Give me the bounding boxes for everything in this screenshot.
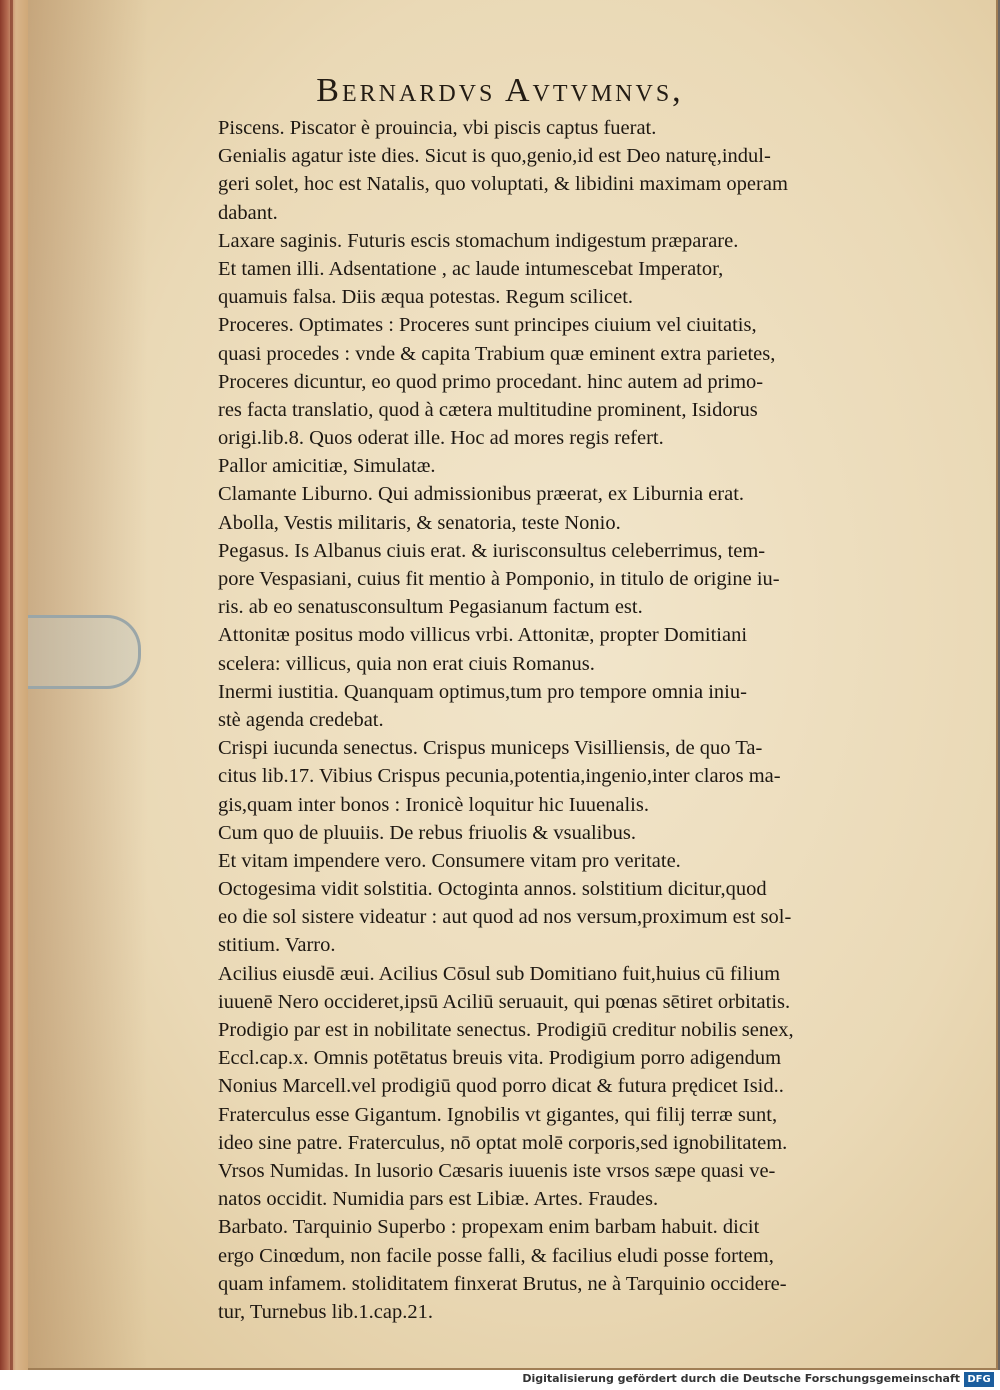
- text-line: ideo sine patre. Fraterculus, nō optat molē corporis,sed ignobilitatem.: [218, 1131, 788, 1154]
- text-line: Piscens. Piscator è prouincia, vbi piscis captus fuerat.: [218, 117, 657, 139]
- text-line: geri solet, hoc est Natalis, quo voluptati, & libidini maximam operam: [218, 173, 788, 196]
- text-line: Laxare saginis. Futuris escis stomachum indigestum præparare.: [218, 229, 739, 252]
- text-line: quasi procedes : vnde & capita Trabium quæ eminent extra parietes,: [218, 342, 776, 365]
- text-line: res facta translatio, quod à cætera multitudine prominent, Isidorus: [218, 398, 758, 421]
- text-line: Clamante Liburno. Qui admissionibus præerat, ex Liburnia erat.: [218, 483, 745, 506]
- text-line: stè agenda credebat.: [218, 708, 384, 731]
- text-line: Fraterculus esse Gigantum. Ignobilis vt gigantes, qui filij terræ sunt,: [218, 1103, 778, 1126]
- text-line: Cum quo de pluuiis. De rebus friuolis & vsualibus.: [218, 821, 636, 844]
- text-line: Nonius Marcell.vel prodigiū quod porro dicat & futura prędicet Isid..: [218, 1075, 784, 1098]
- page-fold: [10, 0, 13, 1370]
- text-line: ergo Cinœdum, non facile posse falli, & facilius eludi posse fortem,: [218, 1244, 774, 1267]
- text-line: scelera: villicus, quia non erat ciuis Romanus.: [218, 652, 595, 675]
- text-line: Prodigio par est in nobilitate senectus. Prodigiū creditur nobilis senex,: [218, 1019, 794, 1041]
- running-head: Bernardvs Avtvmnvs,: [316, 72, 684, 109]
- text-line: gis,quam inter bonos : Ironicè loquitur hic Iuuenalis.: [218, 793, 649, 816]
- text-line: tur, Turnebus lib.1.cap.21.: [218, 1300, 433, 1323]
- text-line: quamuis falsa. Diis æqua potestas. Regum scilicet.: [218, 286, 634, 309]
- text-line: Pallor amicitiæ, Simulatæ.: [218, 455, 436, 478]
- text-line: natos occidit. Numidia pars est Libiæ. Artes. Fraudes.: [218, 1188, 659, 1211]
- text-line: Barbato. Tarquinio Superbo : propexam enim barbam habuit. dicit: [218, 1216, 760, 1239]
- text-line: Octogesima vidit solstitia. Octoginta annos. solstitium dicitur,quod: [218, 878, 767, 901]
- text-line: Et vitam impendere vero. Consumere vitam pro veritate.: [218, 849, 681, 872]
- text-line: origi.lib.8. Quos oderat ille. Hoc ad mores regis refert.: [218, 427, 664, 450]
- paper-clip-tab: [28, 615, 141, 689]
- footer-credit: Digitalisierung gefördert durch die Deutsche Forschungsgemeinschaft: [522, 1372, 960, 1385]
- text-line: Inermi iustitia. Quanquam optimus,tum pro tempore omnia iniu-: [218, 680, 747, 703]
- text-line: Crispi iucunda senectus. Crispus municeps Visilliensis, de quo Ta-: [218, 737, 763, 760]
- body-text: [218, 114, 898, 1326]
- text-line: ris. ab eo senatusconsultum Pegasianum factum est.: [218, 596, 643, 619]
- text-line: dabant.: [218, 201, 278, 224]
- text-line: Vrsos Numidas. In lusorio Cæsaris iuuenis iste vrsos sæpe quasi ve-: [218, 1159, 776, 1182]
- text-line: quam infamem. stoliditatem finxerat Brutus, ne à Tarquinio occidere-: [218, 1272, 787, 1295]
- text-line: Proceres dicuntur, eo quod primo procedant. hinc autem ad primo-: [218, 370, 764, 393]
- text-line: citus lib.17. Vibius Crispus pecunia,potentia,ingenio,inter claros ma-: [218, 765, 781, 788]
- text-line: Attonitæ positus modo villicus vrbi. Attonitæ, propter Domitiani: [218, 624, 748, 647]
- text-line: Abolla, Vestis militaris, & senatoria, teste Nonio.: [218, 511, 621, 534]
- text-line: pore Vespasiani, cuius fit mentio à Pomponio, in titulo de origine iu-: [218, 568, 780, 590]
- dfg-logo: DFG: [964, 1372, 994, 1387]
- text-line: Proceres. Optimates : Proceres sunt principes ciuium vel ciuitatis,: [218, 314, 757, 337]
- text-line: stitium. Varro.: [218, 934, 336, 957]
- text-line: eo die sol sistere videatur : aut quod ad nos versum,proximum est sol-: [218, 906, 792, 929]
- text-line: Pegasus. Is Albanus ciuis erat. & iurisconsultus celeberrimus, tem-: [218, 539, 766, 562]
- text-line: Et tamen illi. Adsentatione , ac laude intumescebat Imperator,: [218, 257, 724, 280]
- text-line: Eccl.cap.x. Omnis potētatus breuis vita. Prodigium porro adigendum: [218, 1047, 782, 1070]
- text-line: Acilius eiusdē æui. Acilius Cōsul sub Domitiano fuit,huius cū filium: [218, 962, 781, 985]
- footer-bar: [0, 1370, 1000, 1390]
- text-line: iuuenē Nero occideret,ipsū Aciliū seruauit, qui pœnas sētiret orbitatis.: [218, 990, 791, 1013]
- text-line: Genialis agatur iste dies. Sicut is quo,genio,id est Deo naturę,indul-: [218, 145, 771, 168]
